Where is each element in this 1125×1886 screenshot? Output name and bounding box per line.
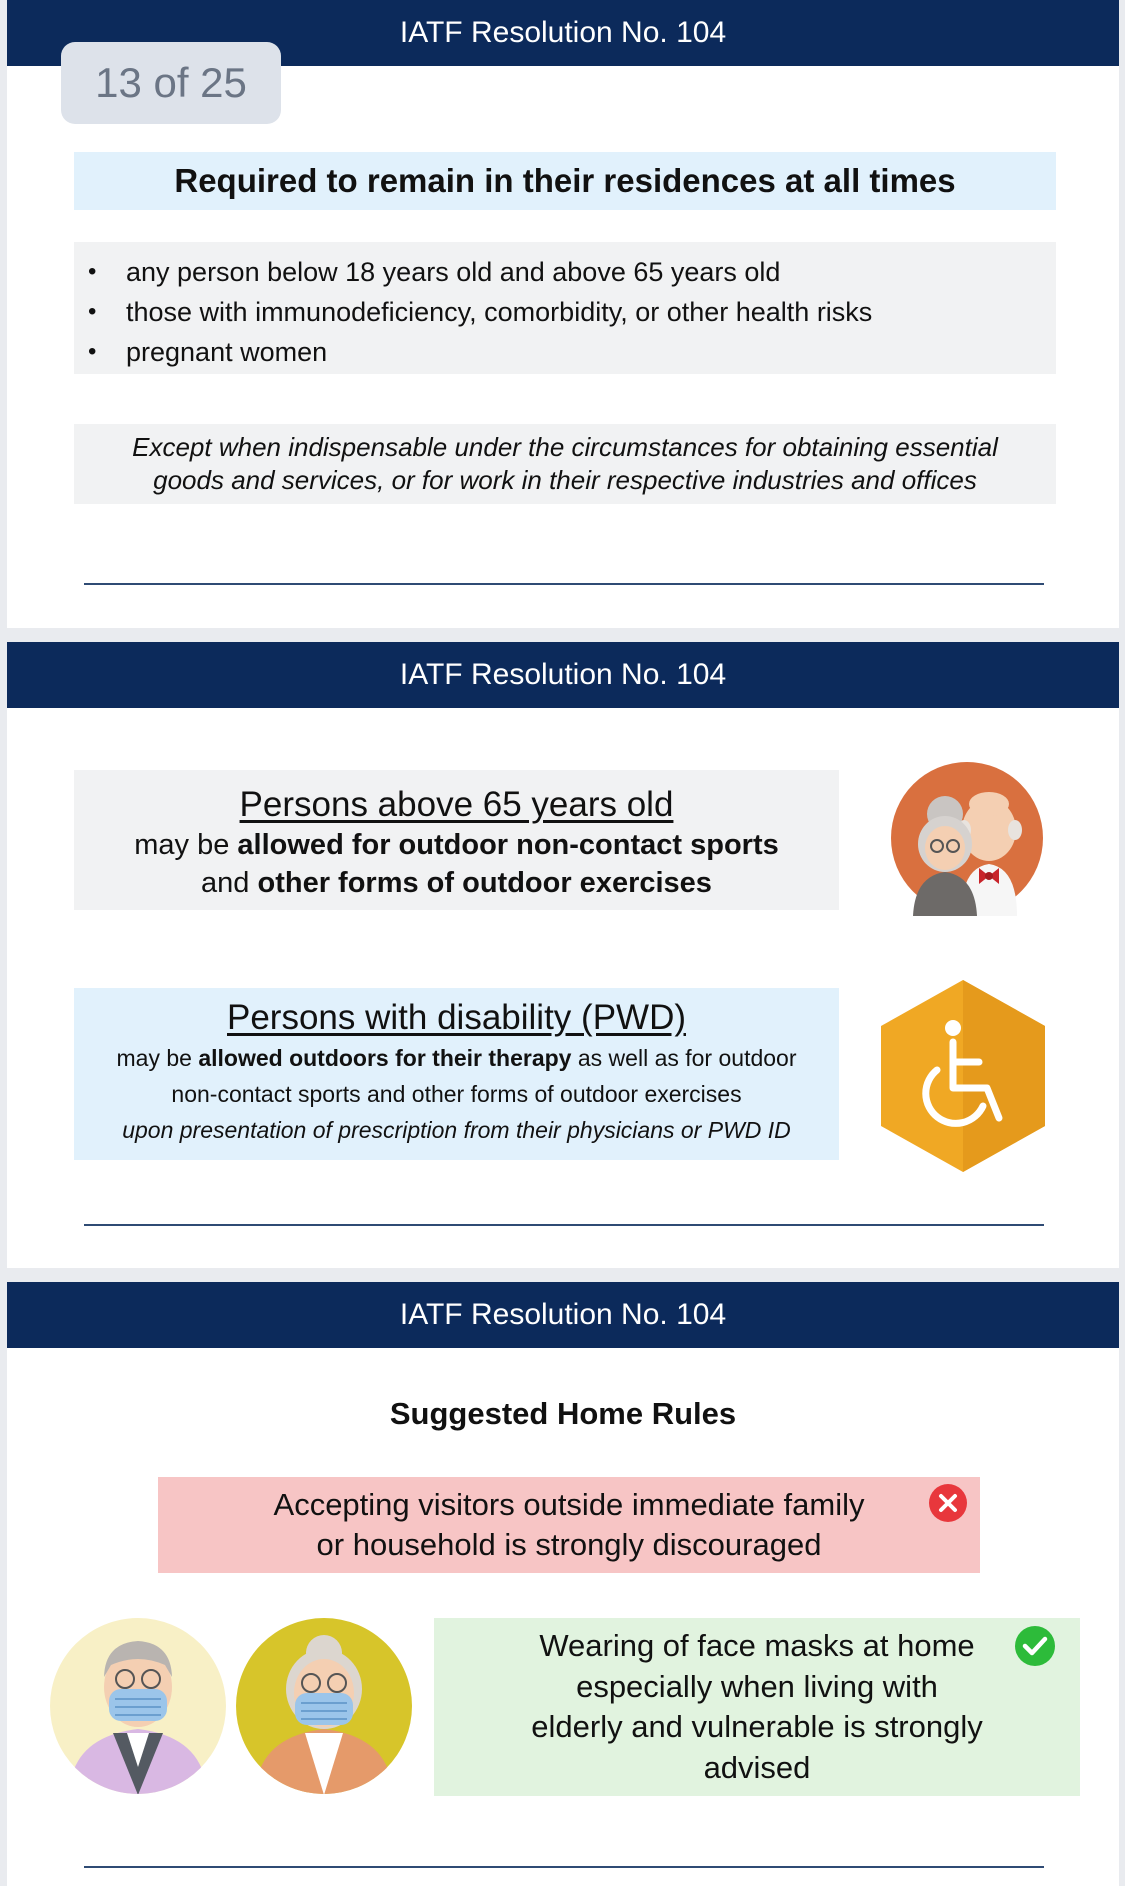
masked-man-icon bbox=[49, 1617, 227, 1795]
pwd-line: may be allowed outdoors for their therapy as well as for outdoor bbox=[116, 1045, 797, 1071]
masks-line: Wearing of face masks at home bbox=[539, 1628, 975, 1663]
home-rules-title: Suggested Home Rules bbox=[389, 1396, 737, 1431]
exception-line: goods and services, or for work in their respective industries and offices bbox=[153, 465, 977, 495]
divider bbox=[84, 1866, 1044, 1868]
slide-header: IATF Resolution No. 104 bbox=[7, 0, 1119, 66]
exception-line: Except when indispensable under the circumstances for obtaining essential bbox=[132, 432, 998, 462]
stay-home-title-box bbox=[74, 152, 1056, 210]
visitors-box bbox=[158, 1477, 980, 1573]
exception-box bbox=[74, 424, 1056, 504]
masks-box bbox=[434, 1618, 1080, 1796]
elderly-box bbox=[74, 770, 839, 910]
wheelchair-icon bbox=[875, 976, 1051, 1176]
elderly-heading: Persons above 65 years old bbox=[239, 785, 674, 824]
bullet-item: • those with immunodeficiency, comorbidity, or other health risks bbox=[74, 292, 1056, 332]
pwd-line: upon presentation of prescription from their physicians or PWD ID bbox=[122, 1117, 791, 1143]
advise-check-icon bbox=[1013, 1624, 1057, 1668]
visitors-line: or household is strongly discouraged bbox=[316, 1527, 822, 1562]
elderly-line: may be allowed for outdoor non-contact sports bbox=[134, 829, 779, 861]
slide-header: IATF Resolution No. 104 bbox=[7, 1282, 1119, 1348]
discourage-icon bbox=[927, 1482, 969, 1524]
slide-1 bbox=[7, 0, 1119, 628]
pwd-heading: Persons with disability (PWD) bbox=[227, 998, 686, 1037]
divider bbox=[84, 583, 1044, 585]
bullet-box bbox=[74, 242, 1056, 374]
bullet-item: • pregnant women bbox=[74, 332, 1056, 372]
slide-header: IATF Resolution No. 104 bbox=[7, 642, 1119, 708]
masks-line: especially when living with bbox=[576, 1668, 938, 1704]
elderly-couple-icon bbox=[889, 760, 1045, 916]
pwd-line: non-contact sports and other forms of outdoor exercises bbox=[171, 1081, 742, 1107]
divider bbox=[84, 1224, 1044, 1226]
page-indicator: 13 of 25 bbox=[61, 42, 281, 124]
pwd-box bbox=[74, 988, 839, 1160]
masks-line: advised bbox=[703, 1749, 811, 1785]
visitors-line: Accepting visitors outside immediate family bbox=[273, 1487, 865, 1522]
masked-woman-icon bbox=[235, 1617, 413, 1795]
stay-home-title: Required to remain in their residences at all times bbox=[174, 162, 956, 199]
elderly-line: and other forms of outdoor exercises bbox=[201, 867, 712, 899]
slide-3 bbox=[7, 1282, 1119, 1886]
bullet-item: • any person below 18 years old and above 65 years old bbox=[74, 252, 1056, 292]
slide-2 bbox=[7, 642, 1119, 1268]
masks-line: elderly and vulnerable is strongly bbox=[531, 1709, 983, 1744]
